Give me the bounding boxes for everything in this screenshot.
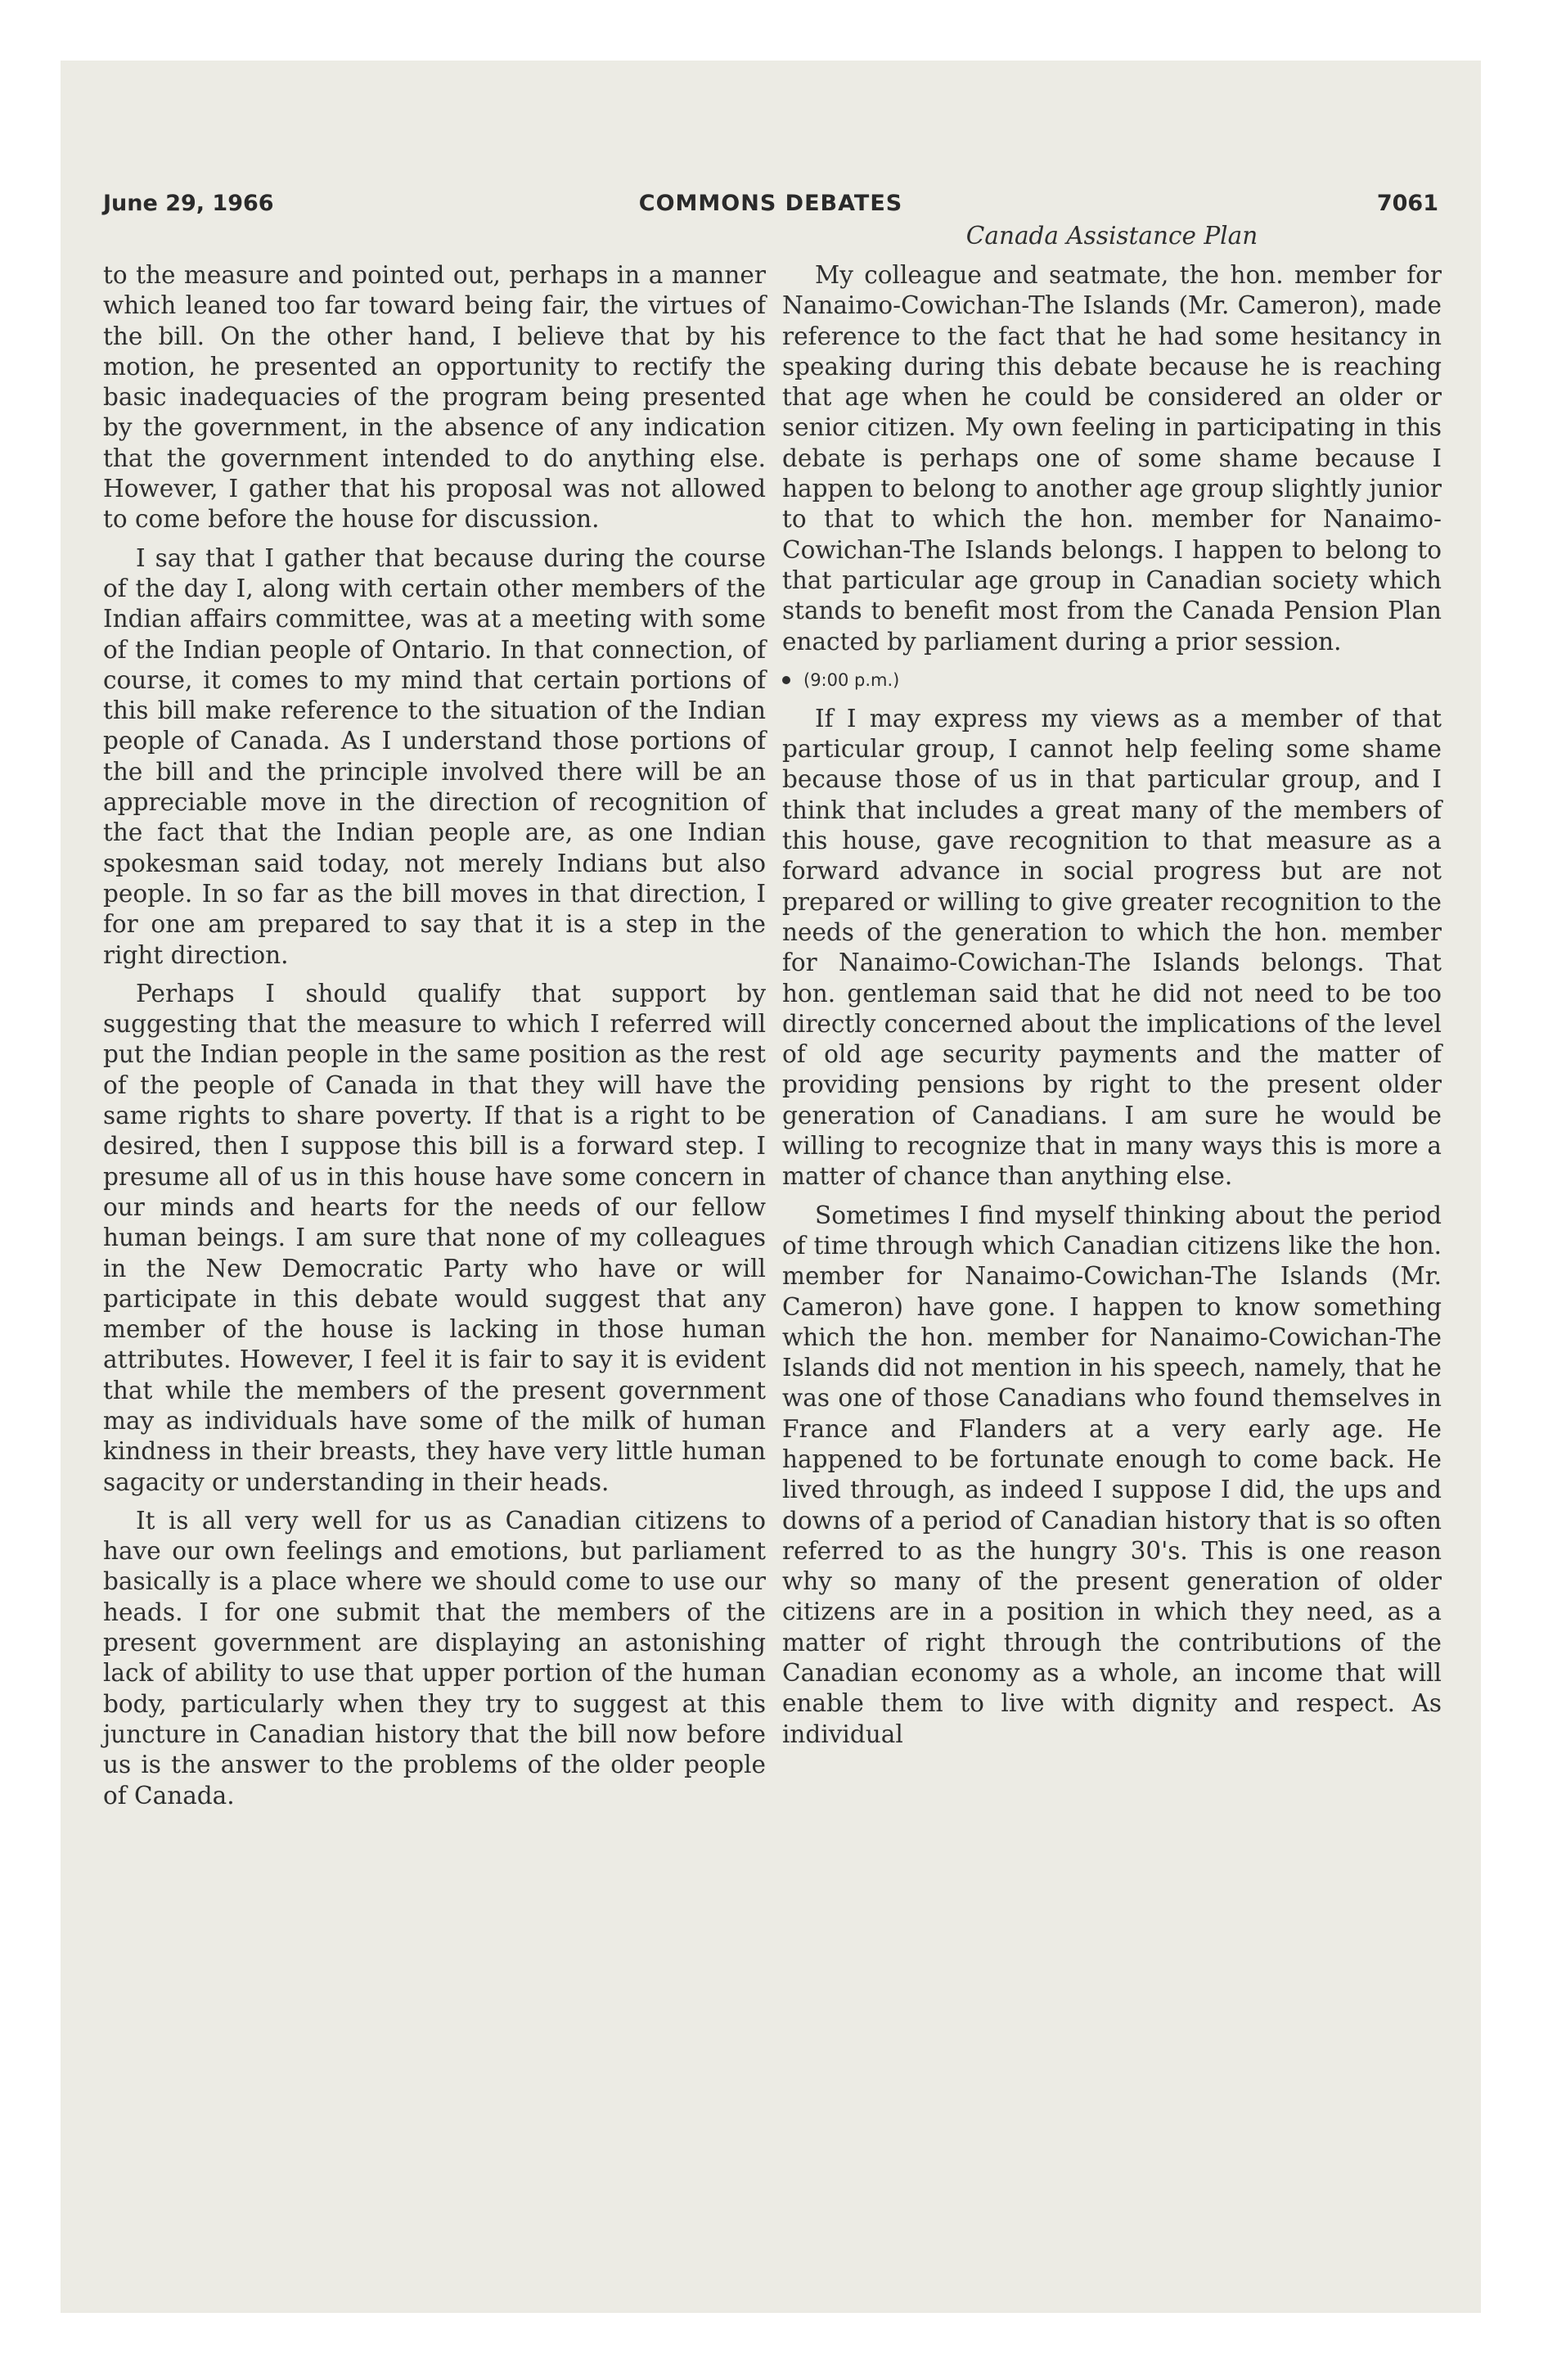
time-marker-text: (9:00 p.m.) — [803, 669, 900, 690]
paragraph: My colleague and seatmate, the hon. member for Nanaimo-Cowichan-The Islands (Mr. Cameron), made reference to the fact that he had some hesitancy in speaking during this debate because he is reaching that age when he could be considered an older or senior citizen. My own feeling in participating in this debate is perhaps one of some shame because I happen to belong to another age group slightly junior to that to which the hon. member for Nanaimo-Cowichan-The Islands belongs. I happen to belong to that particular age group in Canadian society which stands to benefit most from the Canada Pension Plan enacted by parliament during a prior session. — [782, 261, 1442, 656]
bullet-icon — [782, 676, 790, 684]
page-number: 7061 — [1376, 191, 1438, 216]
paragraph: Perhaps I should qualify that support by suggesting that the measure to which I referred will put the Indian people in the same position as the rest of the people of Canada in that they will have the same rights to share poverty. If that is a right to be desired, then I suppose this bill is a forward step. I presume all of us in this house have some concern in our minds and hearts for the needs of our fellow human beings. I am sure that none of my colleagues in the New Democratic Party who have or will participate in this debate would suggest that any member of the house is lacking in those human attributes. However, I feel it is fair to say it is evident that while the members of the present government may as individuals have some of the milk of human kindness in their breasts, they have very little human sagacity or understanding in their heads. — [103, 979, 766, 1496]
paragraph: to the measure and pointed out, perhaps in a manner which leaned too far toward being fair, the virtues of the bill. On the other hand, I believe that by his motion, he presented an opportunity to rectify the basic inadequacies of the program being presented by the government, in the absence of any indication that the government intended to do anything else. However, I gather that his proposal was not allowed to come before the house for discussion. — [103, 261, 766, 534]
time-marker — [782, 665, 1442, 696]
section-title: Canada Assistance Plan — [965, 222, 1258, 250]
header-date: June 29, 1966 — [103, 191, 274, 216]
paragraph: If I may express my views as a member of that particular group, I cannot help feeling some shame because those of us in that particular group, and I think that includes a great many of the members of this house, gave recognition to that measure as a forward advance in social progress but are not prepared or willing to give greater recognition to the needs of the generation to which the hon. member for Nanaimo-Cowichan-The Islands belongs. That hon. gentleman said that he did not need to be too directly concerned about the implications of the level of old age security payments and the matter of providing pensions by right to the present older generation of Canadians. I am sure he would be willing to recognize that in many ways this is more a matter of chance than anything else. — [782, 704, 1442, 1191]
running-head — [103, 191, 1438, 223]
left-column — [103, 260, 766, 1819]
right-column — [782, 260, 1442, 1758]
paragraph: Sometimes I find myself thinking about the period of time through which Canadian citizens like the hon. member for Nanaimo-Cowichan-The Islands (Mr. Cameron) have gone. I happen to know something which the hon. member for Nanaimo-Cowichan-The Islands did not mention in his speech, namely, that he was one of those Canadians who found themselves in France and Flanders at a very early age. He happened to be fortunate enough to come back. He lived through, as indeed I suppose I did, the ups and downs of a period of Canadian history that is so often referred to as the hungry 30's. This is one reason why so many of the present generation of older citizens are in a position in which they need, as a matter of right through the contributions of the Canadian economy as a whole, an income that will enable them to live with dignity and respect. As individual — [782, 1201, 1442, 1748]
paragraph: I say that I gather that because during the course of the day I, along with certain other members of the Indian affairs committee, was at a meeting with some of the Indian people of Ontario. In that connection, of course, it comes to my mind that certain portions of this bill make reference to the situation of the Indian people of Canada. As I understand those portions of the bill and the principle involved there will be an appreciable move in the direction of recognition of the fact that the Indian people are, as one Indian spokesman said today, not merely Indians but also people. In so far as the bill moves in that direction, I for one am prepared to say that it is a step in the right direction. — [103, 543, 766, 969]
publication-title: COMMONS DEBATES — [638, 191, 903, 216]
paragraph: It is all very well for us as Canadian citizens to have our own feelings and emotions, but parliament basically is a place where we should come to use our heads. I for one submit that the members of the present government are displaying an astonishing lack of ability to use that upper portion of the human body, particularly when they try to suggest at this juncture in Canadian history that the bill now before us is the answer to the problems of the older people of Canada. — [103, 1506, 766, 1810]
